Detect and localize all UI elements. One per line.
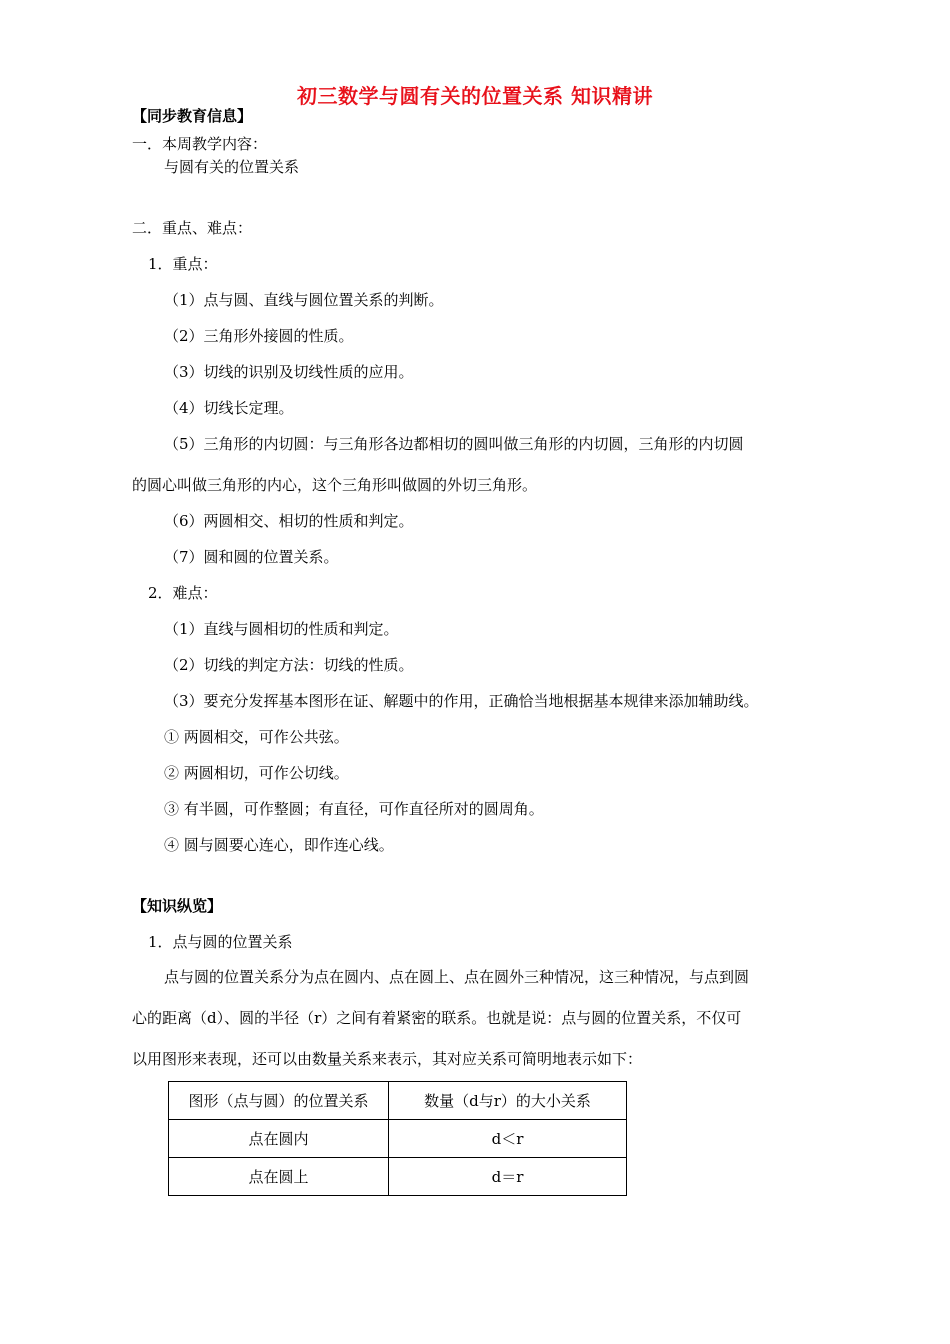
table-row	[169, 1158, 627, 1196]
difficult-point: （2）切线的判定方法：切线的性质。	[164, 656, 414, 674]
difficult-subpoint: ③ 有半圆，可作整圆；有直径，可作直径所对的圆周角。	[164, 800, 544, 818]
item1-heading: 一．本周教学内容：	[132, 135, 268, 153]
page-title: 初三数学与圆有关的位置关系 知识精讲	[297, 84, 653, 108]
key-point-continued: 的圆心叫做三角形的内心，这个三角形叫做圆的外切三角形。	[132, 476, 538, 494]
key-point: （7）圆和圆的位置关系。	[164, 548, 339, 566]
table-cell: 点在圆内	[169, 1120, 389, 1158]
table-row	[169, 1120, 627, 1158]
key-point: （5）三角形的内切圆：与三角形各边都相切的圆叫做三角形的内切圆，三角形的内切圆	[164, 435, 744, 453]
table-header-cell: 图形（点与圆）的位置关系	[169, 1082, 389, 1120]
item2-heading: 二．重点、难点：	[132, 219, 253, 237]
paragraph-line: 以用图形来表现，还可以由数量关系来表示，其对应关系可简明地表示如下：	[132, 1050, 643, 1068]
key-point: （1）点与圆、直线与圆位置关系的判断。	[164, 291, 444, 309]
table-cell: d＜r	[389, 1120, 627, 1158]
overview-item1-heading: 1．点与圆的位置关系	[148, 933, 293, 951]
table-cell: 点在圆上	[169, 1158, 389, 1196]
item1-content: 与圆有关的位置关系	[164, 158, 300, 176]
difficult-point: （3）要充分发挥基本图形在证、解题中的作用，正确恰当地根据基本规律来添加辅助线。	[164, 692, 759, 710]
table-header-row	[169, 1082, 627, 1120]
difficult-heading: 2．难点：	[148, 584, 218, 602]
difficult-subpoint: ① 两圆相交，可作公共弦。	[164, 728, 349, 746]
table-header-cell: 数量（d与r）的大小关系	[389, 1082, 627, 1120]
key-points-heading: 1．重点：	[148, 255, 218, 273]
paragraph-line: 点与圆的位置关系分为点在圆内、点在圆上、点在圆外三种情况，这三种情况，与点到圆	[164, 968, 750, 986]
table-cell: d＝r	[389, 1158, 627, 1196]
key-point: （4）切线长定理。	[164, 399, 294, 417]
relationship-table	[168, 1081, 627, 1196]
section-overview-heading: 【知识纵览】	[132, 897, 223, 915]
difficult-point: （1）直线与圆相切的性质和判定。	[164, 620, 399, 638]
difficult-subpoint: ② 两圆相切，可作公切线。	[164, 764, 349, 782]
key-point: （6）两圆相交、相切的性质和判定。	[164, 512, 414, 530]
paragraph-line: 心的距离（d）、圆的半径（r）之间有着紧密的联系。也就是说：点与圆的位置关系，不仅可	[132, 1009, 742, 1027]
section-sync-heading: 【同步教育信息】	[132, 107, 253, 125]
difficult-subpoint: ④ 圆与圆要心连心，即作连心线。	[164, 836, 394, 854]
key-point: （2）三角形外接圆的性质。	[164, 327, 354, 345]
key-point: （3）切线的识别及切线性质的应用。	[164, 363, 414, 381]
